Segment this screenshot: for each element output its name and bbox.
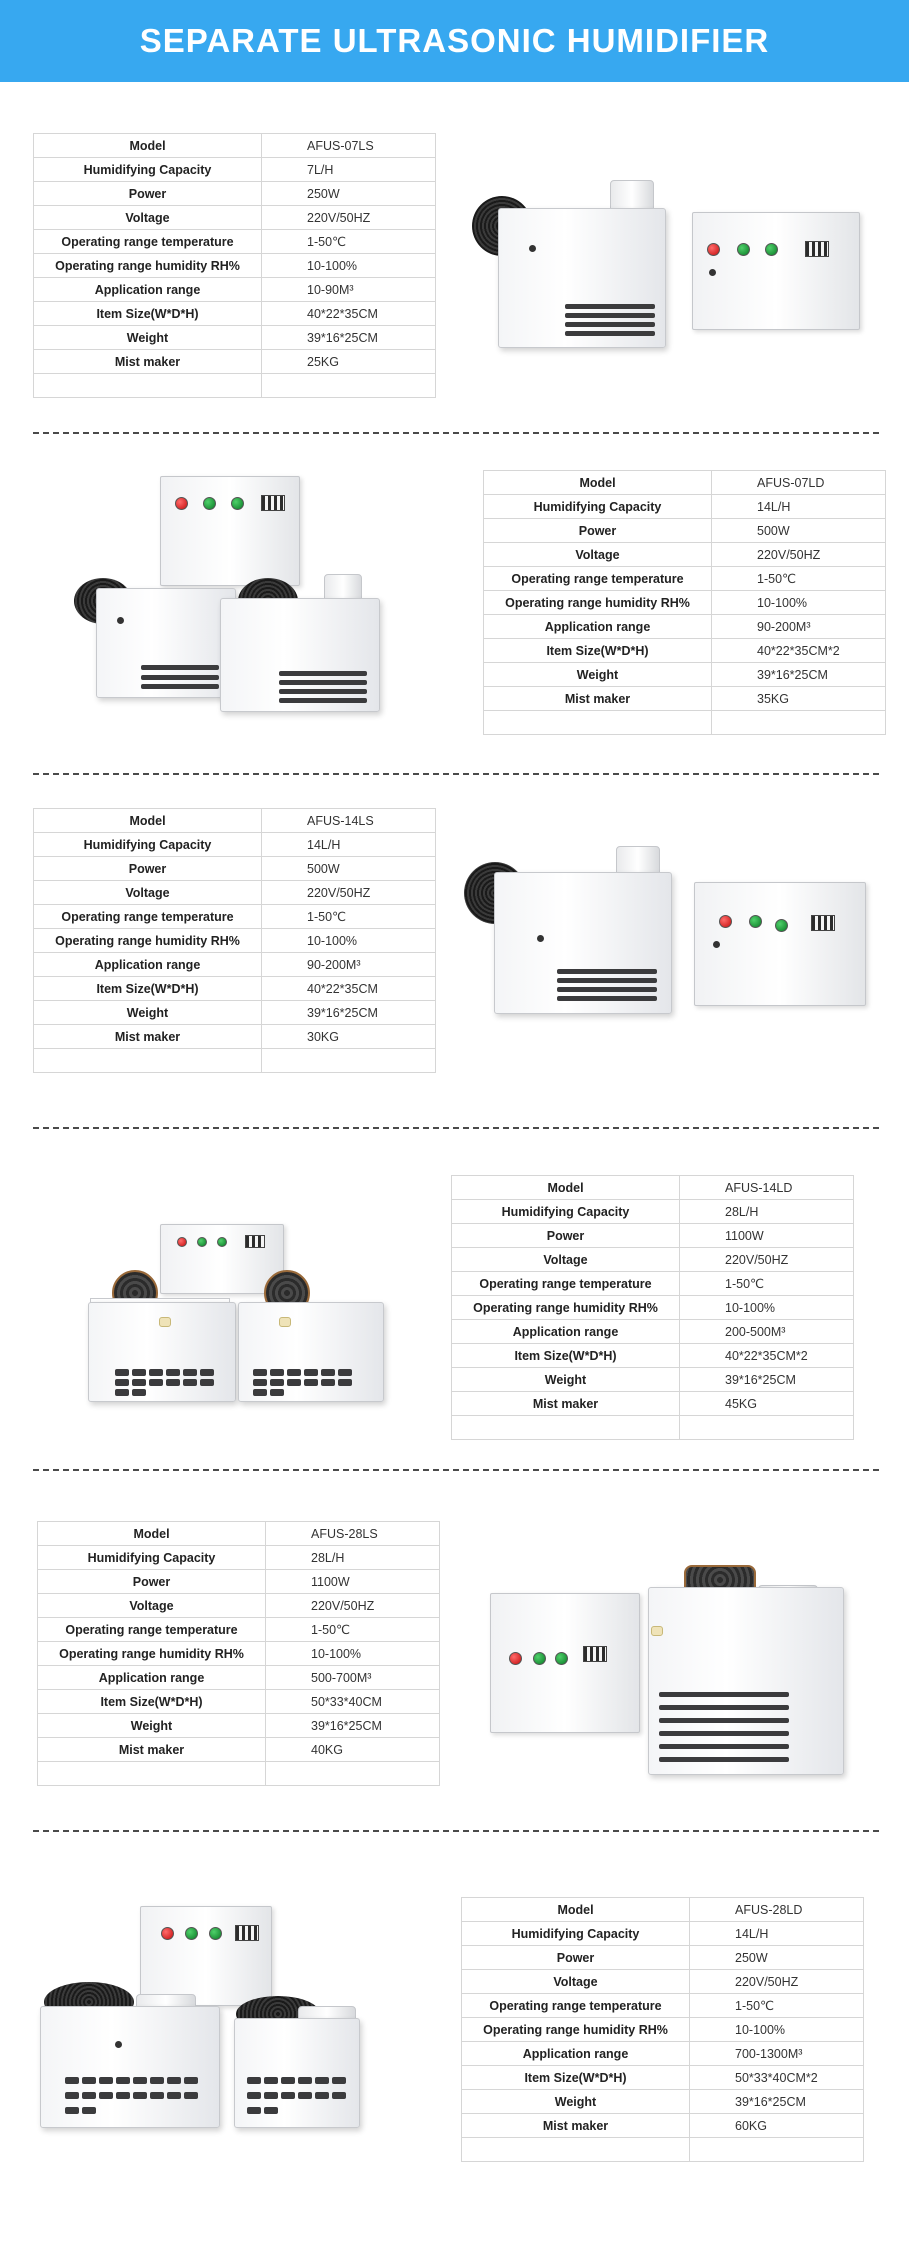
spec-row-voltage	[34, 881, 436, 905]
spec-row-humidity	[462, 2018, 864, 2042]
spec-value: 10-100%	[690, 2018, 864, 2042]
spec-row-temperature	[34, 905, 436, 929]
spec-value: 39*16*25CM	[262, 326, 436, 350]
spec-value: 39*16*25CM	[712, 663, 886, 687]
spec-row-humidity	[484, 591, 886, 615]
spec-value: 1-50℃	[690, 1994, 864, 2018]
spec-row-power	[34, 857, 436, 881]
spec-label: Application range	[34, 953, 262, 977]
spec-row-weight	[38, 1714, 440, 1738]
spec-label: Operating range humidity RH%	[34, 929, 262, 953]
spec-value: 30KG	[262, 1025, 436, 1049]
spec-value: 10-100%	[262, 929, 436, 953]
spec-label: Application range	[462, 2042, 690, 2066]
spec-label: Power	[484, 519, 712, 543]
spec-row-temperature	[34, 230, 436, 254]
spec-row-empty	[452, 1416, 854, 1440]
spec-row-application	[38, 1666, 440, 1690]
spec-label: Operating range temperature	[462, 1994, 690, 2018]
spec-label: Power	[34, 182, 262, 206]
spec-label: Power	[34, 857, 262, 881]
spec-table	[37, 1521, 440, 1786]
spec-label: Operating range humidity RH%	[34, 254, 262, 278]
spec-value: AFUS-28LS	[266, 1522, 440, 1546]
spec-value: 40KG	[266, 1738, 440, 1762]
spec-label: Weight	[484, 663, 712, 687]
spec-row-model	[34, 134, 436, 158]
spec-label: Item Size(W*D*H)	[452, 1344, 680, 1368]
mist-unit	[238, 1302, 384, 1402]
spec-value: 45KG	[680, 1392, 854, 1416]
humidifier-image	[52, 1220, 392, 1410]
spec-label: Mist maker	[38, 1738, 266, 1762]
mist-unit	[234, 2018, 360, 2128]
spec-row-application	[462, 2042, 864, 2066]
spec-row-humidity	[34, 929, 436, 953]
mist-unit	[88, 1302, 236, 1402]
spec-label: Mist maker	[462, 2114, 690, 2138]
spec-label: Power	[452, 1224, 680, 1248]
spec-label: Weight	[34, 1001, 262, 1025]
spec-value: 1-50℃	[262, 230, 436, 254]
spec-row-application	[452, 1320, 854, 1344]
spec-value: 10-100%	[266, 1642, 440, 1666]
spec-value: 220V/50HZ	[680, 1248, 854, 1272]
spec-label: Power	[38, 1570, 266, 1594]
spec-value: 1-50℃	[266, 1618, 440, 1642]
spec-row-model	[34, 809, 436, 833]
spec-row-weight	[452, 1368, 854, 1392]
spec-label: Model	[452, 1176, 680, 1200]
spec-label: Weight	[452, 1368, 680, 1392]
spec-value: AFUS-28LD	[690, 1898, 864, 1922]
mist-unit	[40, 2006, 220, 2128]
humidifier-image	[68, 470, 398, 720]
title-banner	[0, 0, 909, 82]
spec-value: 200-500M³	[680, 1320, 854, 1344]
spec-label: Humidifying Capacity	[34, 158, 262, 182]
spec-label: Operating range humidity RH%	[462, 2018, 690, 2042]
spec-row-weight	[34, 326, 436, 350]
spec-value: 250W	[262, 182, 436, 206]
section-divider	[33, 773, 879, 775]
humidifier-image	[488, 1565, 858, 1785]
spec-value: 1100W	[680, 1224, 854, 1248]
spec-value: AFUS-07LD	[712, 471, 886, 495]
spec-label: Humidifying Capacity	[38, 1546, 266, 1570]
spec-label: Item Size(W*D*H)	[462, 2066, 690, 2090]
spec-value: 1-50℃	[680, 1272, 854, 1296]
spec-value: 39*16*25CM	[690, 2090, 864, 2114]
spec-value: 60KG	[690, 2114, 864, 2138]
spec-value: 90-200M³	[712, 615, 886, 639]
spec-value: 220V/50HZ	[712, 543, 886, 567]
spec-value: 25KG	[262, 350, 436, 374]
spec-label: Operating range temperature	[38, 1618, 266, 1642]
spec-label: Voltage	[484, 543, 712, 567]
spec-label: Item Size(W*D*H)	[38, 1690, 266, 1714]
spec-value: 1-50℃	[262, 905, 436, 929]
spec-row-voltage	[452, 1248, 854, 1272]
spec-label: Weight	[38, 1714, 266, 1738]
mist-unit	[96, 588, 236, 698]
vent-slots	[565, 304, 655, 336]
spec-value: 39*16*25CM	[262, 1001, 436, 1025]
humidifier-image	[468, 178, 868, 358]
spec-value: 500-700M³	[266, 1666, 440, 1690]
spec-value: 10-100%	[262, 254, 436, 278]
spec-label: Voltage	[462, 1970, 690, 1994]
section-divider	[33, 1830, 879, 1832]
spec-value: 1-50℃	[712, 567, 886, 591]
spec-row-weight	[484, 663, 886, 687]
spec-label: Application range	[452, 1320, 680, 1344]
spec-table	[451, 1175, 854, 1440]
spec-label: Power	[462, 1946, 690, 1970]
spec-row-size	[34, 977, 436, 1001]
spec-table	[33, 133, 436, 398]
spec-value: 35KG	[712, 687, 886, 711]
spec-label: Operating range temperature	[34, 905, 262, 929]
spec-value: 14L/H	[690, 1922, 864, 1946]
spec-label: Item Size(W*D*H)	[484, 639, 712, 663]
control-box	[694, 882, 866, 1006]
spec-label: Weight	[462, 2090, 690, 2114]
spec-label: Operating range temperature	[34, 230, 262, 254]
spec-table	[483, 470, 886, 735]
humidifier-image	[462, 846, 872, 1026]
section-divider	[33, 1469, 879, 1471]
spec-label: Voltage	[34, 881, 262, 905]
spec-value: 50*33*40CM*2	[690, 2066, 864, 2090]
spec-label: Item Size(W*D*H)	[34, 302, 262, 326]
spec-row-power	[462, 1946, 864, 1970]
spec-row-model	[38, 1522, 440, 1546]
spec-row-application	[34, 278, 436, 302]
spec-label: Operating range temperature	[484, 567, 712, 591]
spec-value: AFUS-07LS	[262, 134, 436, 158]
section-divider	[33, 1127, 879, 1129]
spec-row-voltage	[484, 543, 886, 567]
spec-row-size	[34, 302, 436, 326]
spec-row-humidity	[38, 1642, 440, 1666]
page-title: SEPARATE ULTRASONIC HUMIDIFIER	[139, 22, 770, 59]
spec-label: Humidifying Capacity	[484, 495, 712, 519]
spec-row-model	[484, 471, 886, 495]
spec-row-application	[484, 615, 886, 639]
spec-label: Mist maker	[452, 1392, 680, 1416]
spec-row-capacity	[34, 833, 436, 857]
mist-unit	[498, 208, 666, 348]
spec-value: 500W	[712, 519, 886, 543]
control-box	[140, 1906, 272, 2006]
spec-value: 220V/50HZ	[266, 1594, 440, 1618]
spec-row-application	[34, 953, 436, 977]
spec-label: Voltage	[34, 206, 262, 230]
spec-value: 220V/50HZ	[262, 206, 436, 230]
spec-row-power	[452, 1224, 854, 1248]
spec-value: 39*16*25CM	[680, 1368, 854, 1392]
spec-row-weight	[34, 1001, 436, 1025]
spec-value: AFUS-14LS	[262, 809, 436, 833]
spec-row-power	[484, 519, 886, 543]
spec-label: Application range	[484, 615, 712, 639]
spec-row-capacity	[452, 1200, 854, 1224]
spec-value: 39*16*25CM	[266, 1714, 440, 1738]
spec-row-power	[38, 1570, 440, 1594]
spec-value: 500W	[262, 857, 436, 881]
spec-label: Application range	[34, 278, 262, 302]
spec-table	[461, 1897, 864, 2162]
control-box	[490, 1593, 640, 1733]
spec-row-voltage	[462, 1970, 864, 1994]
spec-row-humidity	[452, 1296, 854, 1320]
spec-label: Model	[38, 1522, 266, 1546]
spec-row-empty	[38, 1762, 440, 1786]
spec-label: Application range	[38, 1666, 266, 1690]
mist-unit	[220, 598, 380, 712]
spec-row-model	[462, 1898, 864, 1922]
mist-unit	[494, 872, 672, 1014]
control-box	[160, 476, 300, 586]
spec-row-size	[462, 2066, 864, 2090]
spec-row-empty	[34, 374, 436, 398]
spec-value: 220V/50HZ	[690, 1970, 864, 1994]
spec-label: Model	[34, 809, 262, 833]
spec-value: 40*22*35CM	[262, 302, 436, 326]
spec-row-size	[38, 1690, 440, 1714]
spec-value: 7L/H	[262, 158, 436, 182]
spec-label: Mist maker	[34, 350, 262, 374]
spec-row-capacity	[462, 1922, 864, 1946]
spec-row-power	[34, 182, 436, 206]
spec-value: 10-90M³	[262, 278, 436, 302]
spec-value: 40*22*35CM*2	[712, 639, 886, 663]
spec-row-mist	[484, 687, 886, 711]
spec-label: Voltage	[452, 1248, 680, 1272]
spec-value: 1100W	[266, 1570, 440, 1594]
spec-row-temperature	[484, 567, 886, 591]
spec-row-empty	[462, 2138, 864, 2162]
spec-row-capacity	[34, 158, 436, 182]
spec-value: 50*33*40CM	[266, 1690, 440, 1714]
spec-label: Item Size(W*D*H)	[34, 977, 262, 1001]
spec-row-capacity	[38, 1546, 440, 1570]
spec-value: 700-1300M³	[690, 2042, 864, 2066]
spec-label: Mist maker	[34, 1025, 262, 1049]
spec-row-voltage	[38, 1594, 440, 1618]
spec-row-model	[452, 1176, 854, 1200]
spec-label: Model	[484, 471, 712, 495]
spec-value: 10-100%	[712, 591, 886, 615]
spec-row-weight	[462, 2090, 864, 2114]
spec-label: Mist maker	[484, 687, 712, 711]
control-box	[692, 212, 860, 330]
spec-label: Model	[34, 134, 262, 158]
spec-row-size	[484, 639, 886, 663]
spec-row-voltage	[34, 206, 436, 230]
spec-value: 40*22*35CM	[262, 977, 436, 1001]
spec-row-humidity	[34, 254, 436, 278]
spec-value: 40*22*35CM*2	[680, 1344, 854, 1368]
spec-value: 14L/H	[262, 833, 436, 857]
spec-label: Operating range temperature	[452, 1272, 680, 1296]
mist-unit	[648, 1587, 844, 1775]
spec-row-mist	[38, 1738, 440, 1762]
spec-value: 14L/H	[712, 495, 886, 519]
spec-label: Humidifying Capacity	[462, 1922, 690, 1946]
spec-row-temperature	[452, 1272, 854, 1296]
spec-value: 28L/H	[680, 1200, 854, 1224]
spec-table	[33, 808, 436, 1073]
spec-row-empty	[484, 711, 886, 735]
spec-value: 28L/H	[266, 1546, 440, 1570]
spec-row-temperature	[38, 1618, 440, 1642]
spec-label: Model	[462, 1898, 690, 1922]
spec-row-mist	[462, 2114, 864, 2138]
spec-label: Humidifying Capacity	[34, 833, 262, 857]
spec-row-mist	[34, 350, 436, 374]
spec-value: 250W	[690, 1946, 864, 1970]
spec-row-empty	[34, 1049, 436, 1073]
section-divider	[33, 432, 879, 434]
spec-row-temperature	[462, 1994, 864, 2018]
spec-row-capacity	[484, 495, 886, 519]
spec-label: Humidifying Capacity	[452, 1200, 680, 1224]
spec-row-mist	[34, 1025, 436, 1049]
spec-value: 220V/50HZ	[262, 881, 436, 905]
spec-label: Weight	[34, 326, 262, 350]
spec-value: 10-100%	[680, 1296, 854, 1320]
spec-row-mist	[452, 1392, 854, 1416]
spec-label: Voltage	[38, 1594, 266, 1618]
humidifier-image	[18, 1906, 368, 2136]
spec-value: AFUS-14LD	[680, 1176, 854, 1200]
spec-label: Operating range humidity RH%	[484, 591, 712, 615]
spec-row-size	[452, 1344, 854, 1368]
spec-value: 90-200M³	[262, 953, 436, 977]
spec-label: Operating range humidity RH%	[452, 1296, 680, 1320]
spec-label: Operating range humidity RH%	[38, 1642, 266, 1666]
